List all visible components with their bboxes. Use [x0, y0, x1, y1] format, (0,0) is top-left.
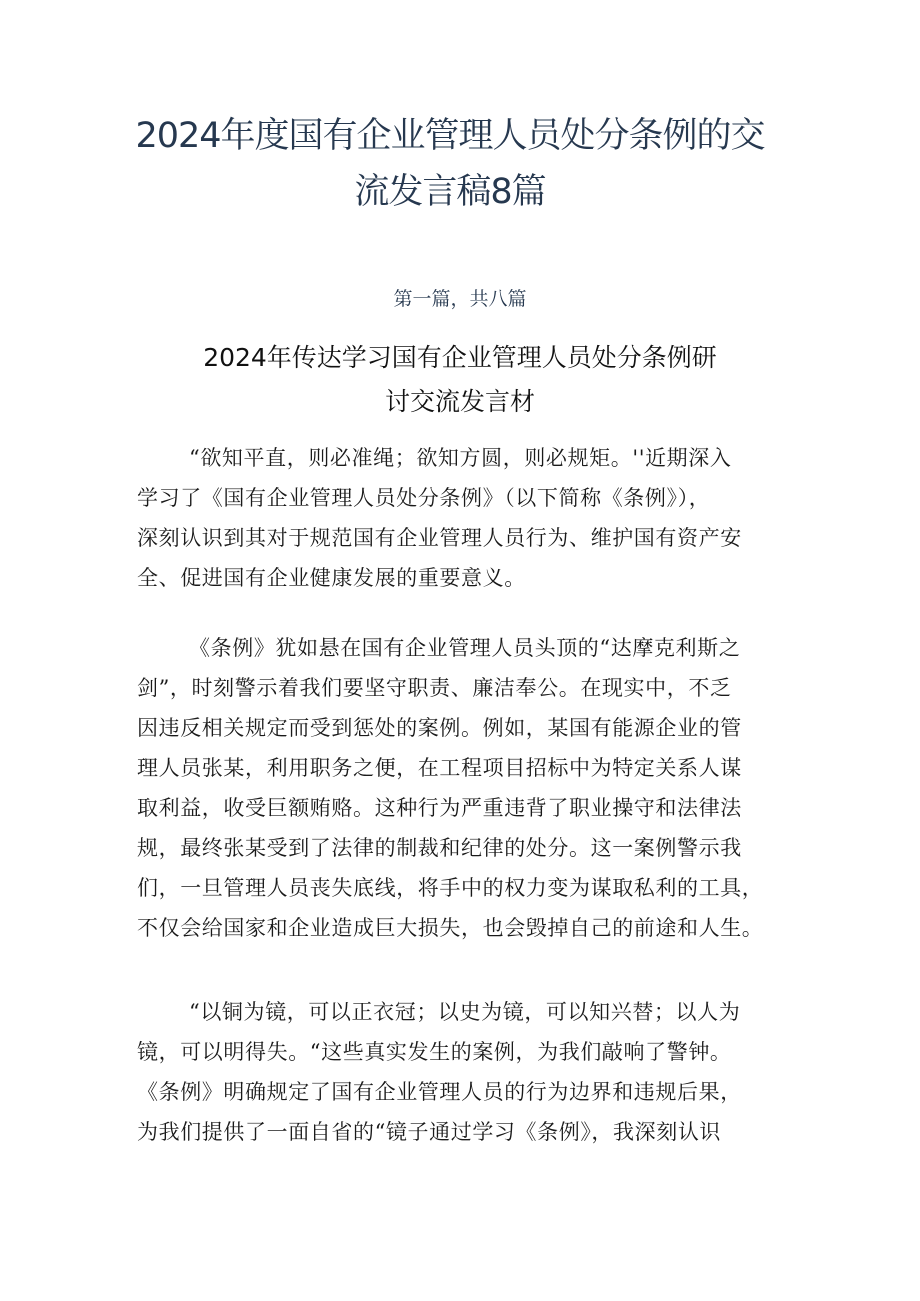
- paragraph-line: 为我们提供了一面自省的“镜子通过学习《条例》，我深刻认识: [137, 1120, 722, 1144]
- paragraph-line: 不仅会给国家和企业造成巨大损失，也会毁掉自己的前途和人生。: [137, 916, 764, 940]
- paragraph-line: 深刻认识到其对于规范国有企业管理人员行为、维护国有资产安: [137, 526, 742, 550]
- section-label: 第一篇，共八篇: [393, 288, 527, 310]
- main-title-line: 流发言稿8篇: [354, 172, 546, 212]
- paragraph-line: 取利益，收受巨额贿赂。这种行为严重违背了职业操守和法律法: [137, 796, 742, 820]
- paragraph-line: 剑”，时刻警示着我们要坚守职责、廉洁奉公。在现实中，不乏: [137, 676, 732, 700]
- paragraph: [137, 628, 802, 948]
- main-title: [100, 108, 800, 220]
- paragraph-line: 理人员张某，利用职务之便，在工程项目招标中为特定关系人谋: [137, 756, 742, 780]
- paragraph: [137, 992, 802, 1152]
- paragraph: [137, 438, 802, 598]
- paragraph-line: “欲知平直，则必准绳；欲知方圆，则必规矩。''近期深入: [189, 446, 732, 470]
- paragraph-line: 《条例》犹如悬在国有企业管理人员头顶的“达摩克利斯之: [189, 636, 741, 660]
- paragraph-line: 镜，可以明得失。“这些真实发生的案例，为我们敲响了警钟。: [137, 1040, 732, 1064]
- paragraph-line: 全、促进国有企业健康发展的重要意义。: [137, 566, 526, 590]
- article-title-line: 讨交流发言材: [384, 387, 535, 416]
- paragraph-line: 《条例》明确规定了国有企业管理人员的行为边界和违规后果，: [137, 1080, 742, 1104]
- paragraph-line: 们，一旦管理人员丧失底线，将手中的权力变为谋取私利的工具，: [137, 876, 764, 900]
- article-title: [150, 336, 770, 424]
- paragraph-line: “以铜为镜，可以正衣冠；以史为镜，可以知兴替；以人为: [189, 1000, 741, 1024]
- main-title-line: 2024年度国有企业管理人员处分条例的交: [135, 116, 765, 156]
- paragraph-line: 规，最终张某受到了法律的制裁和纪律的处分。这一案例警示我: [137, 836, 742, 860]
- paragraph-line: 因违反相关规定而受到惩处的案例。例如，某国有能源企业的管: [137, 716, 742, 740]
- paragraph-line: 学习了《国有企业管理人员处分条例》（以下简称《条例》），: [137, 486, 711, 510]
- article-title-line: 2024年传达学习国有企业管理人员处分条例研: [203, 343, 717, 372]
